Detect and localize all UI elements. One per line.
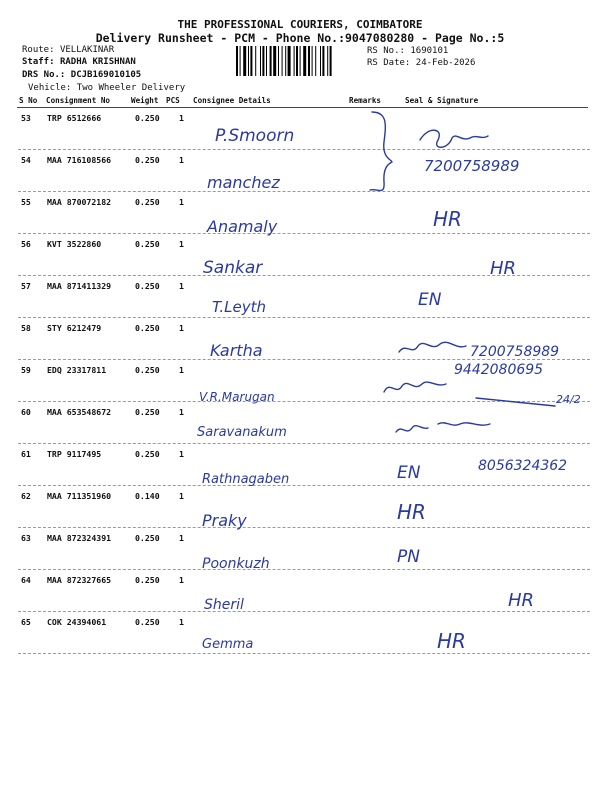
staff-value: RADHA KRISHNAN xyxy=(59,57,136,67)
table-row xyxy=(18,276,590,318)
sno: 59 xyxy=(21,365,31,375)
pcs: 1 xyxy=(179,575,184,585)
sno: 58 xyxy=(21,323,31,333)
handwritten-name: Sankar xyxy=(203,258,263,278)
barcode-bar xyxy=(240,46,241,76)
staff-line xyxy=(22,57,136,67)
barcode-bar xyxy=(248,46,249,76)
rs-no-value: 1690101 xyxy=(410,46,449,56)
handwritten-initials: HR xyxy=(397,500,426,524)
barcode-bar xyxy=(285,46,286,76)
sno: 64 xyxy=(21,575,31,585)
route-value: VELLAKINAR xyxy=(59,45,115,55)
row-divider xyxy=(18,653,590,654)
consignment-no: TRP 6512666 xyxy=(47,113,102,123)
barcode-bar xyxy=(266,46,267,76)
sno: 62 xyxy=(21,491,31,501)
sno: 54 xyxy=(21,155,31,165)
col-pcs: PCS xyxy=(166,96,180,105)
pcs: 1 xyxy=(179,197,184,207)
weight: 0.250 xyxy=(135,323,160,333)
barcode-bar xyxy=(288,46,291,76)
weight: 0.250 xyxy=(135,281,160,291)
handwritten-phone: 7200758989 xyxy=(424,157,520,175)
handwritten-initials: HR xyxy=(490,258,517,279)
pcs: 1 xyxy=(179,113,184,123)
pcs: 1 xyxy=(179,239,184,249)
handwritten-initials: HR xyxy=(508,590,535,611)
sno: 65 xyxy=(21,617,31,627)
consignment-no: MAA 716108566 xyxy=(47,155,112,165)
handwritten-name: Kartha xyxy=(210,341,263,360)
consignment-no: MAA 871411329 xyxy=(47,281,112,291)
rs-date-label: RS Date: xyxy=(367,58,411,68)
barcode-bar xyxy=(255,46,256,76)
table-row xyxy=(18,108,590,150)
consignment-no: MAA 711351960 xyxy=(47,491,112,501)
barcode-bar xyxy=(312,46,313,76)
barcode-bar xyxy=(243,46,246,76)
consignment-no: MAA 872324391 xyxy=(47,533,112,543)
table-row xyxy=(18,612,590,654)
sno: 53 xyxy=(21,113,31,123)
handwritten-initials: PN xyxy=(397,547,420,567)
pcs: 1 xyxy=(179,449,184,459)
barcode-bar xyxy=(322,46,324,76)
barcode-bar xyxy=(296,46,298,76)
barcode-bar xyxy=(330,46,332,76)
table-row xyxy=(18,402,590,444)
barcode-bar xyxy=(250,46,252,76)
table-row xyxy=(18,570,590,612)
route-line xyxy=(22,45,114,55)
handwritten-name: Praky xyxy=(202,511,247,530)
handwritten-phone: 8056324362 xyxy=(478,458,568,474)
consignment-no: TRP 9117495 xyxy=(47,449,102,459)
barcode-bar xyxy=(236,46,238,76)
col-sno: S No xyxy=(19,96,38,105)
barcode-bar xyxy=(320,46,321,76)
rs-no-line xyxy=(367,46,448,56)
weight: 0.250 xyxy=(135,449,160,459)
pcs: 1 xyxy=(179,533,184,543)
sno: 57 xyxy=(21,281,31,291)
weight: 0.250 xyxy=(135,407,160,417)
barcode-bar xyxy=(303,46,306,76)
barcode-bar xyxy=(262,46,264,76)
weight: 0.250 xyxy=(135,365,160,375)
handwritten-initials: EN xyxy=(397,463,421,483)
weight: 0.140 xyxy=(135,491,160,501)
runsheet-subtitle: Delivery Runsheet - PCM - Phone No.:9047080280 - Page No.:5 xyxy=(95,31,505,45)
handwritten-name: Poonkuzh xyxy=(202,556,270,572)
weight: 0.250 xyxy=(135,239,160,249)
sno: 60 xyxy=(21,407,31,417)
weight: 0.250 xyxy=(135,533,160,543)
consignment-no: KVT 3522860 xyxy=(47,239,102,249)
handwritten-name: Gemma xyxy=(202,637,254,652)
handwritten-name: T.Leyth xyxy=(212,298,267,316)
handwritten-initials: HR xyxy=(433,207,462,231)
handwritten-name: Sheril xyxy=(204,597,244,613)
handwritten-name: manchez xyxy=(207,173,280,192)
pcs: 1 xyxy=(179,155,184,165)
vehicle-line xyxy=(28,83,185,93)
sno: 55 xyxy=(21,197,31,207)
barcode-bar xyxy=(294,46,295,76)
rs-date-line xyxy=(367,58,475,68)
company-title: THE PROFESSIONAL COURIERS, COIMBATORE xyxy=(177,18,423,31)
consignment-no: STY 6212479 xyxy=(47,323,102,333)
consignment-no: MAA 870072182 xyxy=(47,197,112,207)
weight: 0.250 xyxy=(135,197,160,207)
col-consignment: Consignment No xyxy=(46,96,111,105)
handwritten-initials: EN xyxy=(418,290,442,310)
vehicle-value: Two Wheeler Delivery xyxy=(76,83,186,93)
col-seal-signature: Seal & Signature xyxy=(405,96,479,105)
pcs: 1 xyxy=(179,617,184,627)
handwritten-date-note: 24/2 xyxy=(556,393,581,406)
pcs: 1 xyxy=(179,281,184,291)
consignment-no: MAA 872327665 xyxy=(47,575,112,585)
pcs: 1 xyxy=(179,323,184,333)
barcode-bar xyxy=(273,46,276,76)
table-row xyxy=(18,486,590,528)
handwritten-name: Saravanakum xyxy=(197,425,287,440)
handwritten-phone: 7200758989 xyxy=(470,344,560,360)
col-weight: Weight xyxy=(131,96,159,105)
weight: 0.250 xyxy=(135,155,160,165)
drs-label: DRS No.: xyxy=(22,70,66,80)
vehicle-label: Vehicle: xyxy=(28,83,72,93)
rs-date-value: 24-Feb-2026 xyxy=(415,58,476,68)
staff-label: Staff: xyxy=(22,57,55,67)
handwritten-initials: HR xyxy=(437,629,466,653)
sno: 63 xyxy=(21,533,31,543)
drs-line xyxy=(22,70,141,80)
handwritten-name: Rathnagaben xyxy=(202,472,290,487)
pcs: 1 xyxy=(179,407,184,417)
barcode-bar xyxy=(260,46,261,76)
consignment-no: EDQ 23317811 xyxy=(47,365,107,375)
weight: 0.250 xyxy=(135,575,160,585)
col-remarks: Remarks xyxy=(349,96,382,105)
barcode-bar xyxy=(315,46,316,76)
barcode-bar xyxy=(270,46,272,76)
handwritten-name: V.R.Marugan xyxy=(199,390,275,404)
consignment-no: MAA 653548672 xyxy=(47,407,112,417)
table-row xyxy=(18,528,590,570)
pcs: 1 xyxy=(179,491,184,501)
barcode xyxy=(236,46,362,76)
handwritten-name: Anamaly xyxy=(207,217,278,236)
rs-no-label: RS No.: xyxy=(367,46,405,56)
barcode-bar xyxy=(327,46,328,76)
barcode-bar xyxy=(282,46,283,76)
weight: 0.250 xyxy=(135,617,160,627)
sno: 61 xyxy=(21,449,31,459)
sno: 56 xyxy=(21,239,31,249)
route-label: Route: xyxy=(22,45,55,55)
handwritten-name: P.Smoorn xyxy=(215,126,295,146)
drs-value: DCJB169010105 xyxy=(70,70,142,80)
barcode-bar xyxy=(300,46,301,76)
table-row xyxy=(18,192,590,234)
pcs: 1 xyxy=(179,365,184,375)
barcode-bar xyxy=(308,46,310,76)
handwritten-phone: 9442080695 xyxy=(454,362,544,378)
col-consignee: Consignee Details xyxy=(193,96,271,105)
barcode-bar xyxy=(278,46,279,76)
weight: 0.250 xyxy=(135,113,160,123)
consignment-no: COK 24394061 xyxy=(47,617,107,627)
